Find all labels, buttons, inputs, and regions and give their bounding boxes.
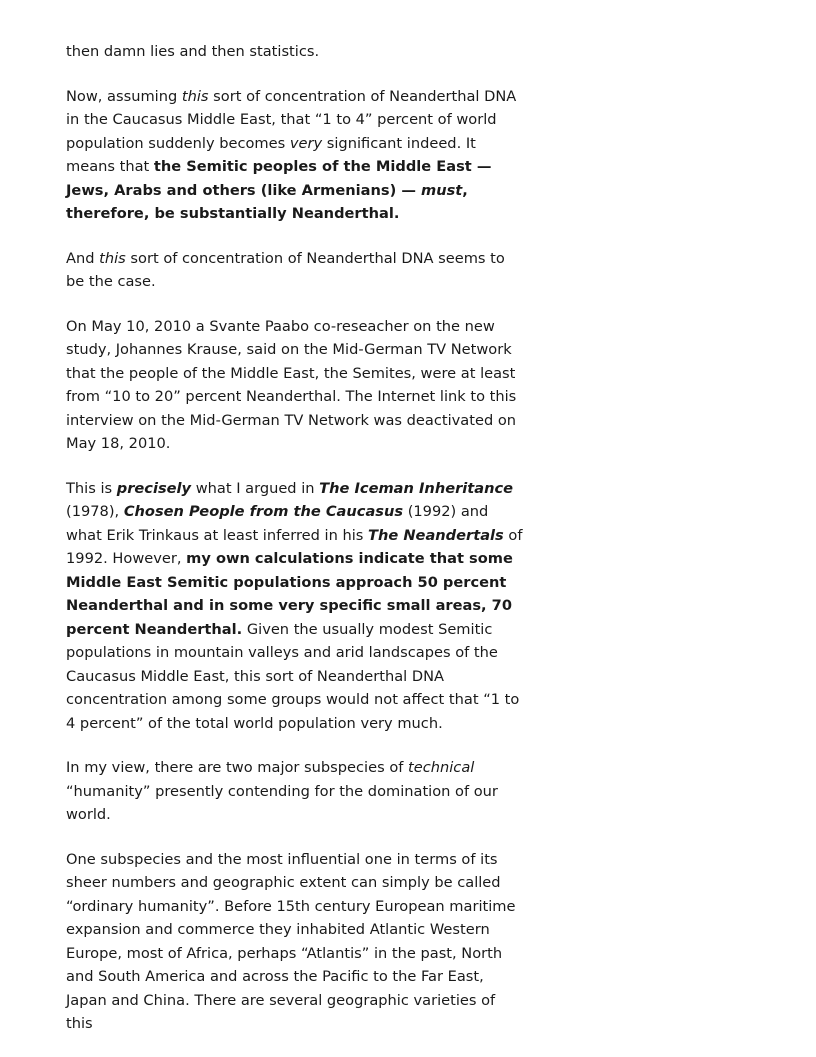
paragraph-5	[66, 477, 526, 736]
text-run: what I argued in	[191, 479, 320, 497]
paragraph-4	[66, 315, 526, 456]
bold-italic-text-run: precisely	[116, 479, 192, 497]
bold-text-run: my own calculations indicate that some Middle East Semitic populations approach 50 percent Neanderthal and in some very specific small areas, 70 percent Neanderthal.	[66, 550, 513, 638]
text-run: In my view, there are two major subspecies of	[66, 759, 409, 776]
paragraph-3	[66, 247, 526, 294]
text-run: And	[66, 249, 100, 267]
paragraph-2	[66, 85, 526, 226]
text-run: sort of concentration of Neanderthal DNA seems to be the case.	[66, 249, 505, 290]
bold-italic-text-run: must	[421, 181, 463, 199]
paragraph-1	[66, 40, 526, 64]
italic-text-run: this	[181, 87, 209, 105]
bold-italic-text-run: Chosen People from the Caucasus	[123, 503, 404, 520]
text-run: (1992) and what Erik Trinkaus at least inferred in his	[66, 503, 489, 544]
document-body	[66, 40, 526, 1057]
text-run: then damn lies and then statistics.	[66, 43, 320, 60]
text-run: Given the usually modest Semitic populations in mountain valleys and arid landscapes of the Caucasus Middle East, this sort of Neanderthal DNA concentration among some groups would not affect that “1 to 4 percent” of the total world population very much.	[66, 620, 520, 732]
text-run: Now, assuming	[66, 87, 182, 105]
bold-text-run: the Semitic peoples of the Middle East — Jews, Arabs and others (like Armenians) —	[66, 158, 492, 199]
text-run: sort of concentration of Neanderthal DNA in the Caucasus Middle East, that “1 to 4” percent of world population suddenly becomes	[66, 87, 517, 152]
paragraph-6	[66, 756, 526, 827]
paragraph-7	[66, 848, 526, 1036]
text-run: (1978),	[66, 503, 124, 520]
bold-italic-text-run: The Neandertals	[368, 526, 504, 544]
italic-text-run: very	[289, 134, 323, 152]
text-run: of 1992. However,	[66, 526, 523, 567]
text-run: significant indeed. It means that	[66, 134, 476, 175]
bold-italic-text-run: The Iceman Inheritance	[319, 479, 514, 497]
text-run: One subspecies and the most influential one in terms of its sheer numbers and geographic extent can simply be called “ordinary humanity”. Before 15th century European maritime expansion and commerce they inhabited Atlantic Western Europe, most of Africa, perhaps “Atlantis” in the past, North and South America and across the Pacific to the Far East, Japan and China. There are several geographic varieties of this	[66, 850, 516, 1032]
italic-text-run: this	[99, 249, 126, 267]
text-run: “humanity” presently contending for the domination of our world.	[66, 782, 498, 823]
bold-text-run: , therefore, be substantially Neanderthal.	[66, 181, 468, 222]
italic-text-run: technical	[408, 759, 475, 776]
text-run: On May 10, 2010 a Svante Paabo co-reseacher on the new study, Johannes Krause, said on the Mid-German TV Network that the people of the Middle East, the Semites, were at least from “10 to 20” percent Neanderthal. The Internet link to this interview on the Mid-German TV Network was deactivated on May 18, 2010.	[66, 317, 517, 452]
text-run: This is	[66, 479, 117, 497]
